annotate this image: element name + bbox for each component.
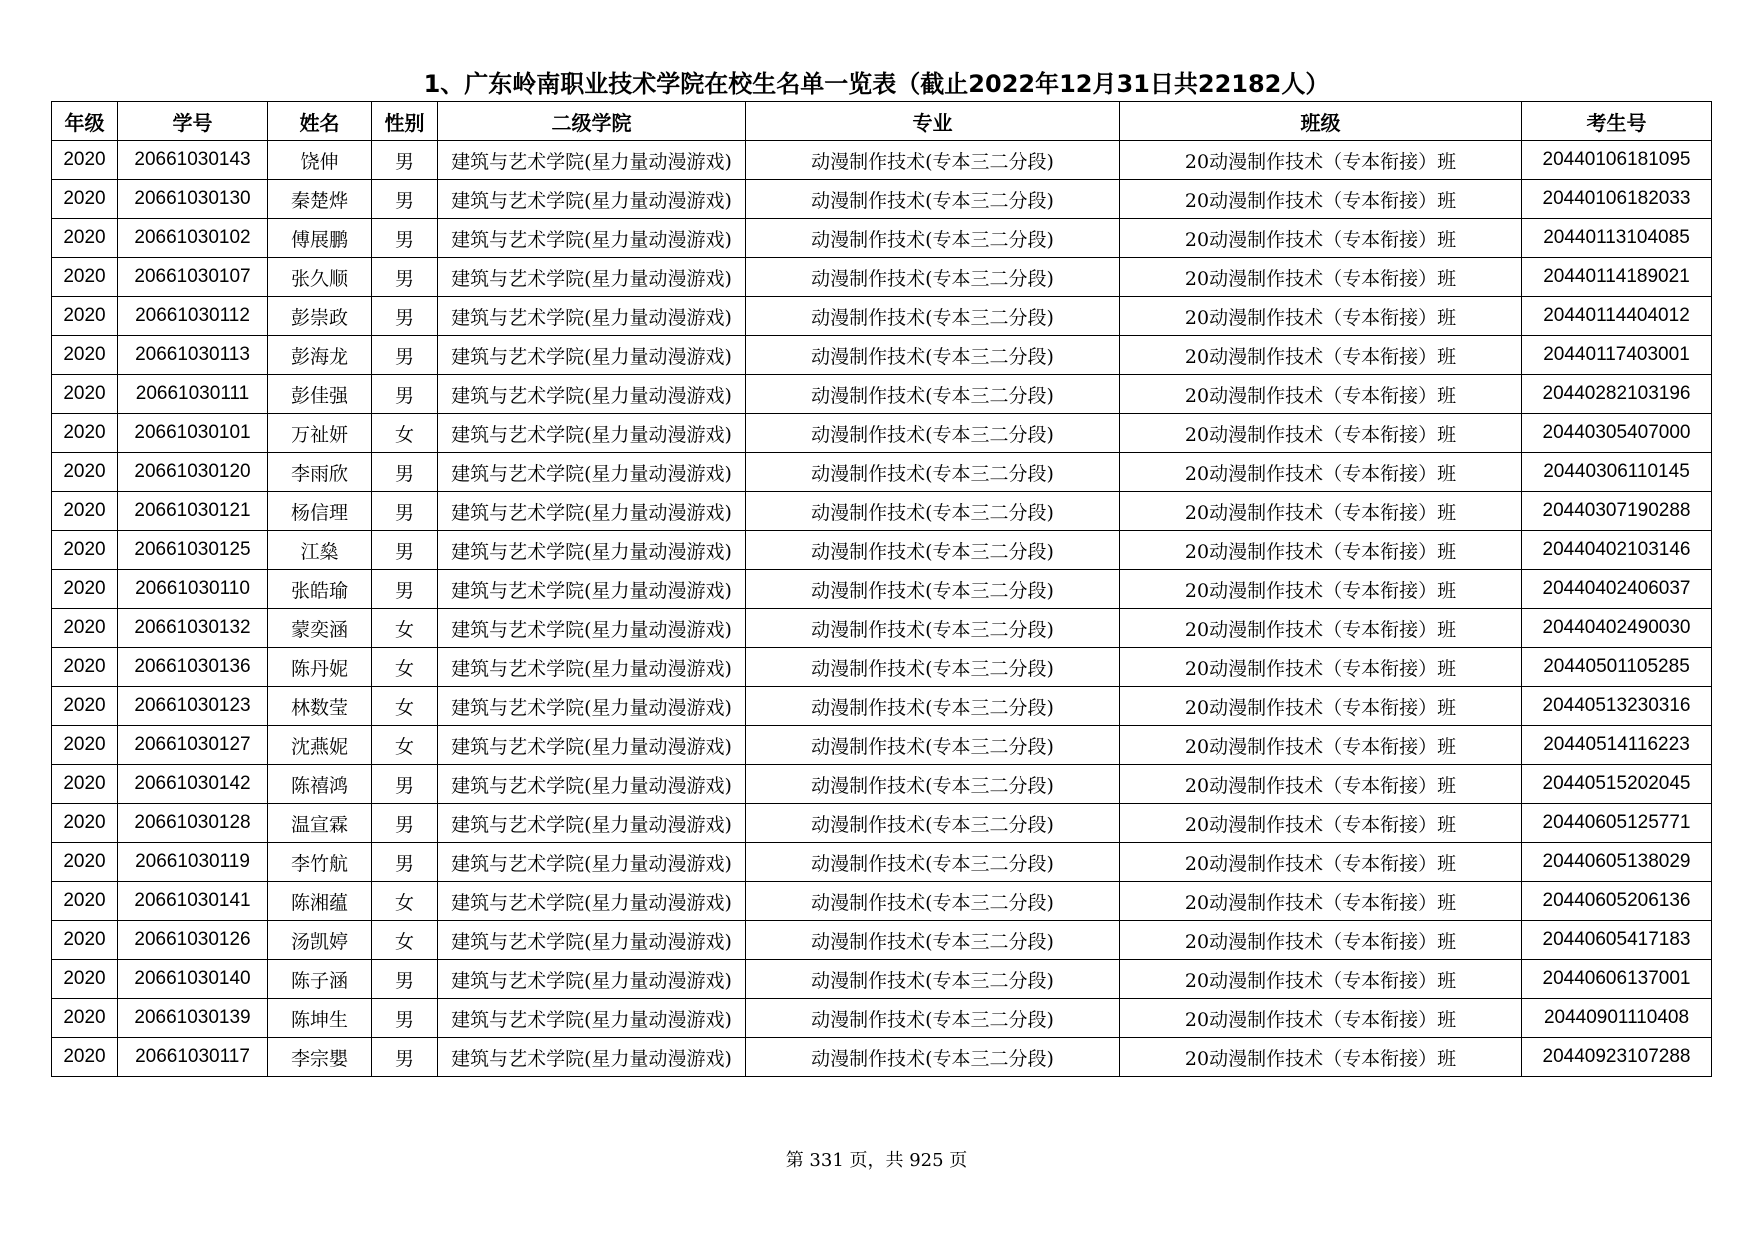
college-cell: 建筑与艺术学院(星力量动漫游戏) <box>438 687 746 726</box>
name-cell: 李竹航 <box>268 843 372 882</box>
exam-number-cell: 20440307190288 <box>1522 492 1712 531</box>
college-cell: 建筑与艺术学院(星力量动漫游戏) <box>438 375 746 414</box>
major-cell: 动漫制作技术(专本三二分段) <box>746 375 1120 414</box>
grade-cell: 2020 <box>52 180 118 219</box>
column-header-grade: 年级 <box>52 102 118 141</box>
name-cell: 陈禧鸿 <box>268 765 372 804</box>
table-row <box>52 492 1712 531</box>
college-cell: 建筑与艺术学院(星力量动漫游戏) <box>438 570 746 609</box>
table-row <box>52 453 1712 492</box>
class-cell: 20动漫制作技术（专本衔接）班 <box>1120 1038 1522 1077</box>
exam-number-cell: 20440113104085 <box>1522 219 1712 258</box>
student-id-cell: 20661030126 <box>118 921 268 960</box>
class-cell: 20动漫制作技术（专本衔接）班 <box>1120 921 1522 960</box>
college-cell: 建筑与艺术学院(星力量动漫游戏) <box>438 648 746 687</box>
name-cell: 彭崇政 <box>268 297 372 336</box>
column-header-college: 二级学院 <box>438 102 746 141</box>
student-id-cell: 20661030120 <box>118 453 268 492</box>
class-cell: 20动漫制作技术（专本衔接）班 <box>1120 882 1522 921</box>
class-cell: 20动漫制作技术（专本衔接）班 <box>1120 453 1522 492</box>
table-row <box>52 999 1712 1038</box>
grade-cell: 2020 <box>52 648 118 687</box>
grade-cell: 2020 <box>52 882 118 921</box>
class-cell: 20动漫制作技术（专本衔接）班 <box>1120 609 1522 648</box>
class-cell: 20动漫制作技术（专本衔接）班 <box>1120 687 1522 726</box>
college-cell: 建筑与艺术学院(星力量动漫游戏) <box>438 843 746 882</box>
major-cell: 动漫制作技术(专本三二分段) <box>746 531 1120 570</box>
exam-number-cell: 20440114404012 <box>1522 297 1712 336</box>
college-cell: 建筑与艺术学院(星力量动漫游戏) <box>438 453 746 492</box>
name-cell: 蒙奕涵 <box>268 609 372 648</box>
exam-number-cell: 20440106181095 <box>1522 141 1712 180</box>
table-row <box>52 726 1712 765</box>
exam-number-cell: 20440114189021 <box>1522 258 1712 297</box>
student-id-cell: 20661030102 <box>118 219 268 258</box>
class-cell: 20动漫制作技术（专本衔接）班 <box>1120 726 1522 765</box>
table-row <box>52 843 1712 882</box>
name-cell: 汤凯婷 <box>268 921 372 960</box>
college-cell: 建筑与艺术学院(星力量动漫游戏) <box>438 531 746 570</box>
gender-cell: 女 <box>372 921 438 960</box>
major-cell: 动漫制作技术(专本三二分段) <box>746 921 1120 960</box>
class-cell: 20动漫制作技术（专本衔接）班 <box>1120 180 1522 219</box>
gender-cell: 男 <box>372 180 438 219</box>
gender-cell: 男 <box>372 960 438 999</box>
major-cell: 动漫制作技术(专本三二分段) <box>746 453 1120 492</box>
name-cell: 彭佳强 <box>268 375 372 414</box>
major-cell: 动漫制作技术(专本三二分段) <box>746 1038 1120 1077</box>
grade-cell: 2020 <box>52 804 118 843</box>
class-cell: 20动漫制作技术（专本衔接）班 <box>1120 960 1522 999</box>
grade-cell: 2020 <box>52 414 118 453</box>
college-cell: 建筑与艺术学院(星力量动漫游戏) <box>438 492 746 531</box>
major-cell: 动漫制作技术(专本三二分段) <box>746 843 1120 882</box>
gender-cell: 男 <box>372 375 438 414</box>
major-cell: 动漫制作技术(专本三二分段) <box>746 648 1120 687</box>
grade-cell: 2020 <box>52 219 118 258</box>
table-row <box>52 921 1712 960</box>
college-cell: 建筑与艺术学院(星力量动漫游戏) <box>438 1038 746 1077</box>
page-footer: 第 331 页，共 925 页 <box>785 1150 968 1171</box>
exam-number-cell: 20440606137001 <box>1522 960 1712 999</box>
grade-cell: 2020 <box>52 609 118 648</box>
grade-cell: 2020 <box>52 297 118 336</box>
name-cell: 江燊 <box>268 531 372 570</box>
class-cell: 20动漫制作技术（专本衔接）班 <box>1120 141 1522 180</box>
name-cell: 万祉妍 <box>268 414 372 453</box>
gender-cell: 男 <box>372 804 438 843</box>
grade-cell: 2020 <box>52 999 118 1038</box>
class-cell: 20动漫制作技术（专本衔接）班 <box>1120 531 1522 570</box>
table-row <box>52 336 1712 375</box>
student-id-cell: 20661030139 <box>118 999 268 1038</box>
student-id-cell: 20661030130 <box>118 180 268 219</box>
name-cell: 李雨欣 <box>268 453 372 492</box>
college-cell: 建筑与艺术学院(星力量动漫游戏) <box>438 297 746 336</box>
gender-cell: 男 <box>372 141 438 180</box>
name-cell: 傅展鹏 <box>268 219 372 258</box>
column-header-student-id: 学号 <box>118 102 268 141</box>
name-cell: 陈坤生 <box>268 999 372 1038</box>
table-row <box>52 219 1712 258</box>
table-row <box>52 960 1712 999</box>
gender-cell: 男 <box>372 531 438 570</box>
gender-cell: 男 <box>372 1038 438 1077</box>
student-id-cell: 20661030123 <box>118 687 268 726</box>
gender-cell: 男 <box>372 336 438 375</box>
class-cell: 20动漫制作技术（专本衔接）班 <box>1120 258 1522 297</box>
student-id-cell: 20661030110 <box>118 570 268 609</box>
class-cell: 20动漫制作技术（专本衔接）班 <box>1120 648 1522 687</box>
exam-number-cell: 20440605206136 <box>1522 882 1712 921</box>
column-header-major: 专业 <box>746 102 1120 141</box>
exam-number-cell: 20440605417183 <box>1522 921 1712 960</box>
name-cell: 张久顺 <box>268 258 372 297</box>
major-cell: 动漫制作技术(专本三二分段) <box>746 882 1120 921</box>
major-cell: 动漫制作技术(专本三二分段) <box>746 726 1120 765</box>
grade-cell: 2020 <box>52 375 118 414</box>
student-id-cell: 20661030142 <box>118 765 268 804</box>
exam-number-cell: 20440605138029 <box>1522 843 1712 882</box>
exam-number-cell: 20440901110408 <box>1522 999 1712 1038</box>
grade-cell: 2020 <box>52 765 118 804</box>
college-cell: 建筑与艺术学院(星力量动漫游戏) <box>438 882 746 921</box>
exam-number-cell: 20440513230316 <box>1522 687 1712 726</box>
major-cell: 动漫制作技术(专本三二分段) <box>746 999 1120 1038</box>
exam-number-cell: 20440282103196 <box>1522 375 1712 414</box>
class-cell: 20动漫制作技术（专本衔接）班 <box>1120 336 1522 375</box>
exam-number-cell: 20440402103146 <box>1522 531 1712 570</box>
major-cell: 动漫制作技术(专本三二分段) <box>746 180 1120 219</box>
major-cell: 动漫制作技术(专本三二分段) <box>746 765 1120 804</box>
college-cell: 建筑与艺术学院(星力量动漫游戏) <box>438 609 746 648</box>
exam-number-cell: 20440106182033 <box>1522 180 1712 219</box>
student-id-cell: 20661030128 <box>118 804 268 843</box>
class-cell: 20动漫制作技术（专本衔接）班 <box>1120 375 1522 414</box>
name-cell: 陈子涵 <box>268 960 372 999</box>
table-row <box>52 375 1712 414</box>
grade-cell: 2020 <box>52 687 118 726</box>
grade-cell: 2020 <box>52 492 118 531</box>
gender-cell: 男 <box>372 843 438 882</box>
column-header-exam-number: 考生号 <box>1522 102 1712 141</box>
major-cell: 动漫制作技术(专本三二分段) <box>746 687 1120 726</box>
table-row <box>52 609 1712 648</box>
gender-cell: 男 <box>372 219 438 258</box>
name-cell: 彭海龙 <box>268 336 372 375</box>
column-header-name: 姓名 <box>268 102 372 141</box>
class-cell: 20动漫制作技术（专本衔接）班 <box>1120 999 1522 1038</box>
gender-cell: 女 <box>372 648 438 687</box>
exam-number-cell: 20440515202045 <box>1522 765 1712 804</box>
exam-number-cell: 20440305407000 <box>1522 414 1712 453</box>
major-cell: 动漫制作技术(专本三二分段) <box>746 258 1120 297</box>
table-row <box>52 570 1712 609</box>
college-cell: 建筑与艺术学院(星力量动漫游戏) <box>438 180 746 219</box>
name-cell: 陈丹妮 <box>268 648 372 687</box>
student-id-cell: 20661030143 <box>118 141 268 180</box>
student-id-cell: 20661030136 <box>118 648 268 687</box>
gender-cell: 女 <box>372 414 438 453</box>
grade-cell: 2020 <box>52 258 118 297</box>
exam-number-cell: 20440514116223 <box>1522 726 1712 765</box>
college-cell: 建筑与艺术学院(星力量动漫游戏) <box>438 999 746 1038</box>
student-id-cell: 20661030107 <box>118 258 268 297</box>
exam-number-cell: 20440306110145 <box>1522 453 1712 492</box>
gender-cell: 女 <box>372 882 438 921</box>
gender-cell: 男 <box>372 258 438 297</box>
exam-number-cell: 20440402490030 <box>1522 609 1712 648</box>
class-cell: 20动漫制作技术（专本衔接）班 <box>1120 297 1522 336</box>
name-cell: 杨信理 <box>268 492 372 531</box>
gender-cell: 男 <box>372 570 438 609</box>
table-row <box>52 297 1712 336</box>
college-cell: 建筑与艺术学院(星力量动漫游戏) <box>438 726 746 765</box>
page-title: 1、广东岭南职业技术学院在校生名单一览表（截止2022年12月31日共22182人） <box>423 70 1330 98</box>
name-cell: 林数莹 <box>268 687 372 726</box>
class-cell: 20动漫制作技术（专本衔接）班 <box>1120 414 1522 453</box>
major-cell: 动漫制作技术(专本三二分段) <box>746 804 1120 843</box>
student-roster-table <box>51 101 1712 1077</box>
student-id-cell: 20661030140 <box>118 960 268 999</box>
major-cell: 动漫制作技术(专本三二分段) <box>746 492 1120 531</box>
major-cell: 动漫制作技术(专本三二分段) <box>746 141 1120 180</box>
college-cell: 建筑与艺术学院(星力量动漫游戏) <box>438 141 746 180</box>
name-cell: 温宣霖 <box>268 804 372 843</box>
grade-cell: 2020 <box>52 1038 118 1077</box>
name-cell: 陈湘蕴 <box>268 882 372 921</box>
exam-number-cell: 20440117403001 <box>1522 336 1712 375</box>
gender-cell: 男 <box>372 297 438 336</box>
table-row <box>52 258 1712 297</box>
grade-cell: 2020 <box>52 141 118 180</box>
college-cell: 建筑与艺术学院(星力量动漫游戏) <box>438 960 746 999</box>
gender-cell: 男 <box>372 765 438 804</box>
college-cell: 建筑与艺术学院(星力量动漫游戏) <box>438 804 746 843</box>
column-header-gender: 性别 <box>372 102 438 141</box>
exam-number-cell: 20440501105285 <box>1522 648 1712 687</box>
student-id-cell: 20661030101 <box>118 414 268 453</box>
table-row <box>52 882 1712 921</box>
college-cell: 建筑与艺术学院(星力量动漫游戏) <box>438 414 746 453</box>
grade-cell: 2020 <box>52 531 118 570</box>
name-cell: 饶伸 <box>268 141 372 180</box>
college-cell: 建筑与艺术学院(星力量动漫游戏) <box>438 921 746 960</box>
student-id-cell: 20661030141 <box>118 882 268 921</box>
class-cell: 20动漫制作技术（专本衔接）班 <box>1120 492 1522 531</box>
major-cell: 动漫制作技术(专本三二分段) <box>746 960 1120 999</box>
college-cell: 建筑与艺术学院(星力量动漫游戏) <box>438 219 746 258</box>
grade-cell: 2020 <box>52 726 118 765</box>
name-cell: 李宗嬰 <box>268 1038 372 1077</box>
name-cell: 沈燕妮 <box>268 726 372 765</box>
exam-number-cell: 20440923107288 <box>1522 1038 1712 1077</box>
student-id-cell: 20661030121 <box>118 492 268 531</box>
gender-cell: 女 <box>372 726 438 765</box>
student-id-cell: 20661030127 <box>118 726 268 765</box>
grade-cell: 2020 <box>52 921 118 960</box>
class-cell: 20动漫制作技术（专本衔接）班 <box>1120 219 1522 258</box>
class-cell: 20动漫制作技术（专本衔接）班 <box>1120 843 1522 882</box>
table-row <box>52 1038 1712 1077</box>
table-row <box>52 414 1712 453</box>
college-cell: 建筑与艺术学院(星力量动漫游戏) <box>438 765 746 804</box>
table-body <box>52 141 1712 1077</box>
gender-cell: 男 <box>372 492 438 531</box>
student-id-cell: 20661030113 <box>118 336 268 375</box>
class-cell: 20动漫制作技术（专本衔接）班 <box>1120 804 1522 843</box>
grade-cell: 2020 <box>52 570 118 609</box>
table-row <box>52 804 1712 843</box>
major-cell: 动漫制作技术(专本三二分段) <box>746 414 1120 453</box>
table-row <box>52 687 1712 726</box>
gender-cell: 女 <box>372 687 438 726</box>
grade-cell: 2020 <box>52 843 118 882</box>
table-row <box>52 531 1712 570</box>
grade-cell: 2020 <box>52 960 118 999</box>
student-id-cell: 20661030125 <box>118 531 268 570</box>
student-id-cell: 20661030117 <box>118 1038 268 1077</box>
gender-cell: 男 <box>372 453 438 492</box>
exam-number-cell: 20440605125771 <box>1522 804 1712 843</box>
major-cell: 动漫制作技术(专本三二分段) <box>746 297 1120 336</box>
major-cell: 动漫制作技术(专本三二分段) <box>746 336 1120 375</box>
table-header-row <box>52 102 1712 141</box>
class-cell: 20动漫制作技术（专本衔接）班 <box>1120 765 1522 804</box>
name-cell: 张皓瑜 <box>268 570 372 609</box>
student-id-cell: 20661030132 <box>118 609 268 648</box>
table-row <box>52 180 1712 219</box>
gender-cell: 男 <box>372 999 438 1038</box>
college-cell: 建筑与艺术学院(星力量动漫游戏) <box>438 258 746 297</box>
table-row <box>52 765 1712 804</box>
name-cell: 秦楚烨 <box>268 180 372 219</box>
major-cell: 动漫制作技术(专本三二分段) <box>746 570 1120 609</box>
gender-cell: 女 <box>372 609 438 648</box>
table-row <box>52 141 1712 180</box>
column-header-class: 班级 <box>1120 102 1522 141</box>
exam-number-cell: 20440402406037 <box>1522 570 1712 609</box>
grade-cell: 2020 <box>52 336 118 375</box>
class-cell: 20动漫制作技术（专本衔接）班 <box>1120 570 1522 609</box>
student-id-cell: 20661030112 <box>118 297 268 336</box>
student-id-cell: 20661030119 <box>118 843 268 882</box>
major-cell: 动漫制作技术(专本三二分段) <box>746 609 1120 648</box>
major-cell: 动漫制作技术(专本三二分段) <box>746 219 1120 258</box>
grade-cell: 2020 <box>52 453 118 492</box>
college-cell: 建筑与艺术学院(星力量动漫游戏) <box>438 336 746 375</box>
table-row <box>52 648 1712 687</box>
student-id-cell: 20661030111 <box>118 375 268 414</box>
